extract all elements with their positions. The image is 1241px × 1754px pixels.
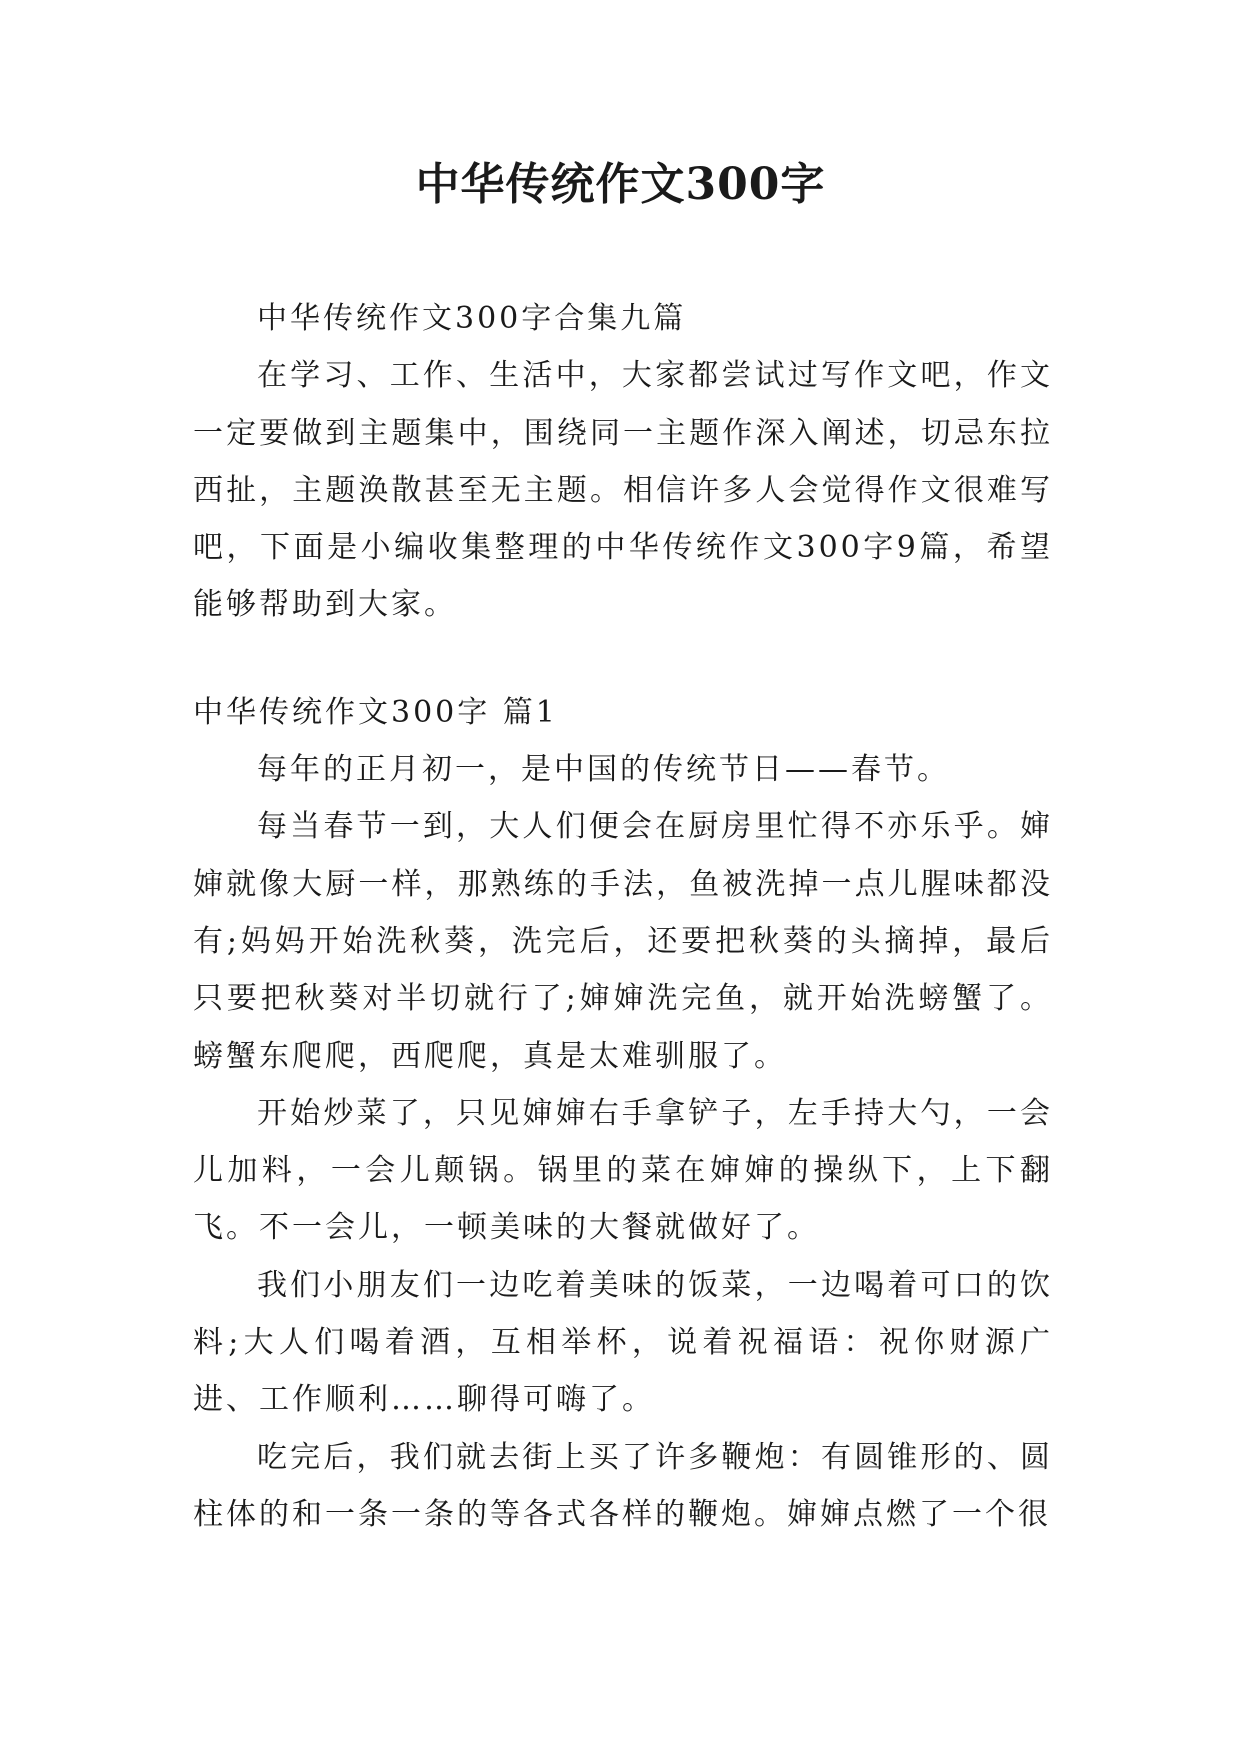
section-heading: 中华传统作文300字 篇1 [193,694,558,730]
body-paragraph: 我们小朋友们一边吃着美味的饭菜，一边喝着可口的饮料;大人们喝着酒，互相举杯，说着祝福语：祝你财源广进、工作顺利……聊得可嗨了。 [193,1267,1053,1418]
body-paragraph: 开始炒菜了，只见婶婶右手拿铲子，左手持大勺，一会儿加料，一会儿颠锅。锅里的菜在婶婶的操纵下，上下翻飞。不一会儿，一顿美味的大餐就做好了。 [193,1095,1053,1246]
document-subtitle: 中华传统作文300字合集九篇 [257,301,687,336]
body-paragraph: 每年的正月初一，是中国的传统节日——春节。 [257,752,950,788]
body-paragraph: 吃完后，我们就去街上买了许多鞭炮：有圆锥形的、圆柱体的和一条一条的等各式各样的鞭炮。婶婶点燃了一个很 [193,1439,1053,1532]
body-paragraph: 每当春节一到，大人们便会在厨房里忙得不亦乐乎。婶婶就像大厨一样，那熟练的手法，鱼被洗掉一点儿腥味都没有;妈妈开始洗秋葵，洗完后，还要把秋葵的头摘掉，最后只要把秋葵对半切就行了;婶婶洗完鱼，就开始洗螃蟹了。螃蟹东爬爬，西爬爬，真是太难驯服了。 [193,809,1053,1074]
document-body [193,290,1053,1543]
intro-paragraph: 在学习、工作、生活中，大家都尝试过写作文吧，作文一定要做到主题集中，围绕同一主题作深入阐述，切忌东拉西扯，主题涣散甚至无主题。相信许多人会觉得作文很难写吧，下面是小编收集整理的中华传统作文300字9篇，希望能够帮助到大家。 [193,358,1053,623]
document-title: 中华传统作文300字 [415,159,826,210]
